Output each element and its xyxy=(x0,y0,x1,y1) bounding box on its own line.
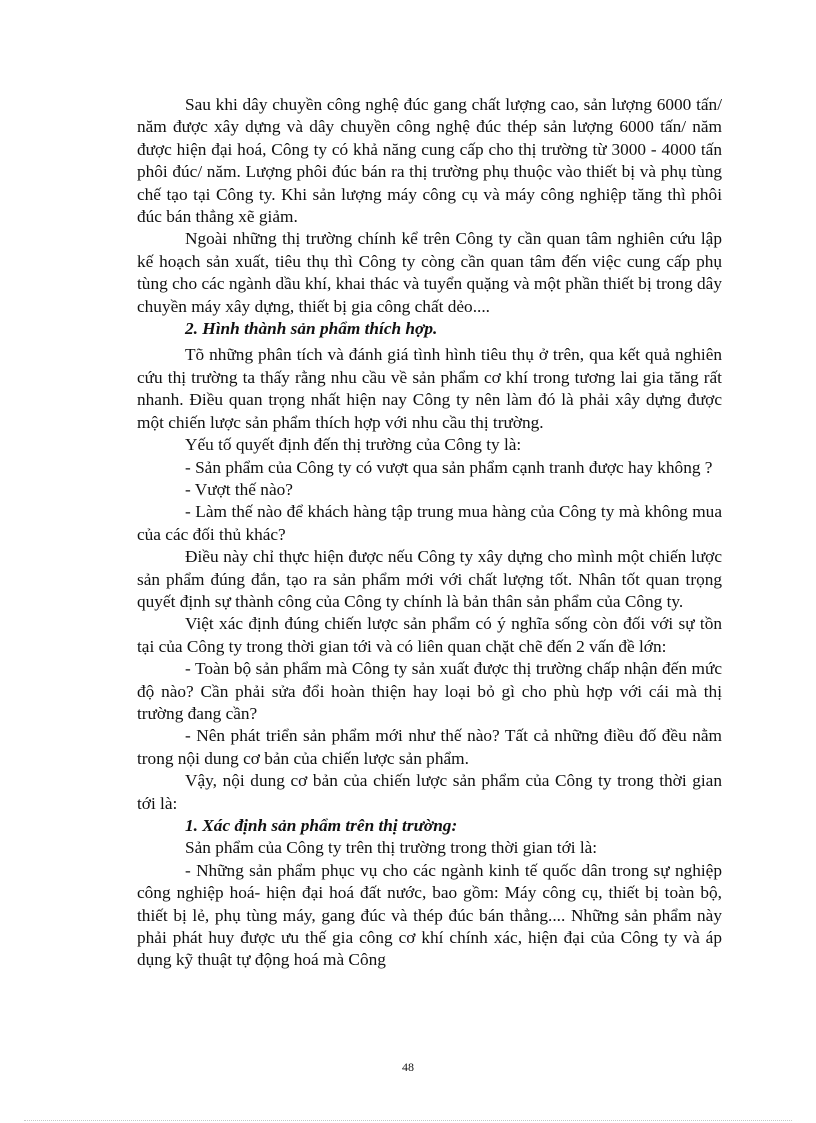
bullet-paragraph: - Những sản phẩm phục vụ cho các ngành kinh tế quốc dân trong sự nghiệp công nghiệp hoá- hiện đại hoá đất nước, bao gồm: Máy công cụ, thiết bị toàn bộ, thiết bị lẻ, phụ tùng máy, gang đúc và thép đúc bán thẳng.... Những sản phẩm này phải phát huy được ưu thế gia công cơ khí chính xác, hiện đại của Công ty và áp dụng kỹ thuật tự động hoá mà Công xyxy=(137,860,722,970)
paragraph: Sản phẩm của Công ty trên thị trường trong thời gian tới là: xyxy=(185,838,598,858)
section-heading-2: 2. Hình thành sản phẩm thích hợp. xyxy=(185,319,438,339)
page-bottom-divider xyxy=(24,1120,792,1121)
paragraph: Tõ những phân tích và đánh giá tình hình tiêu thụ ở trên, qua kết quả nghiên cứu thị trường ta thấy rằng nhu cầu về sản phẩm cơ khí trong tương lai gia tăng rất nhanh. Điều quan trọng nhất hiện nay Công ty nên làm đó là phải xây dựng được một chiến lược sản phẩm thích hợp với nhu cầu thị trường. xyxy=(137,345,722,432)
paragraph: Ngoài những thị trường chính kể trên Công ty cần quan tâm nghiên cứu lập kế hoạch sản xuất, tiêu thụ thì Công ty còng cần quan tâm đến việc cung cấp phụ tùng cho các ngành dầu khí, khai thác và tuyển quặng và một phần thiết bị trong dây chuyền máy xây dựng, thiết bị gia công chất dẻo.... xyxy=(137,229,722,316)
section-heading-1: 1. Xác định sản phẩm trên thị trường: xyxy=(185,816,458,835)
bullet-paragraph: - Làm thế nào để khách hàng tập trung mua hàng của Công ty mà không mua của các đối thủ khác? xyxy=(137,502,722,544)
paragraph: Yếu tố quyết định đến thị trường của Công ty là: xyxy=(185,435,522,455)
paragraph: Điều này chỉ thực hiện được nếu Công ty xây dựng cho mình một chiến lược sản phẩm đúng đắn, tạo ra sản phẩm mới với chất lượng tốt. Nhân tốt quan trọng quyết định sự thành công của Công ty chính là bản thân sản phẩm của Công ty. xyxy=(137,547,722,611)
document-body xyxy=(137,94,722,972)
bullet-paragraph: - Toàn bộ sản phẩm mà Công ty sản xuất được thị trường chấp nhận đến mức độ nào? Cần phải sửa đổi hoàn thiện hay loại bỏ gì cho phù hợp với cái mà thị trường đang cần? xyxy=(137,659,722,723)
paragraph: Việt xác định đúng chiến lược sản phẩm có ý nghĩa sống còn đối với sự tồn tại của Công ty trong thời gian tới và có liên quan chặt chẽ đến 2 vấn đề lớn: xyxy=(137,614,722,656)
paragraph: Vậy, nội dung cơ bản của chiến lược sản phẩm của Công ty trong thời gian tới là: xyxy=(137,771,722,813)
paragraph: Sau khi dây chuyền công nghệ đúc gang chất lượng cao, sản lượng 6000 tấn/ năm được xây dựng và dây chuyền công nghệ đúc thép sản lượng 6000 tấn/ năm được hiện đại hoá, Công ty có khả năng cung cấp cho thị trường từ 3000 - 4000 tấn phôi đúc/ năm. Lượng phôi đúc bán ra thị trường phụ thuộc vào thiết bị và phụ tùng chế tạo tại Công ty. Khi sản lượng máy công cụ và máy công nghiệp tăng thì phôi đúc bán thẳng xẽ giảm. xyxy=(137,95,722,227)
page-number: 48 xyxy=(402,1060,414,1074)
bullet-paragraph: - Nên phát triển sản phẩm mới như thế nào? Tất cả những điều đố đều nằm trong nội dung cơ bản của chiến lược sản phẩm. xyxy=(137,726,722,768)
bullet-paragraph: - Sản phẩm của Công ty có vượt qua sản phẩm cạnh tranh được hay không ? xyxy=(185,457,713,477)
bullet-paragraph: - Vượt thế nào? xyxy=(185,479,293,499)
